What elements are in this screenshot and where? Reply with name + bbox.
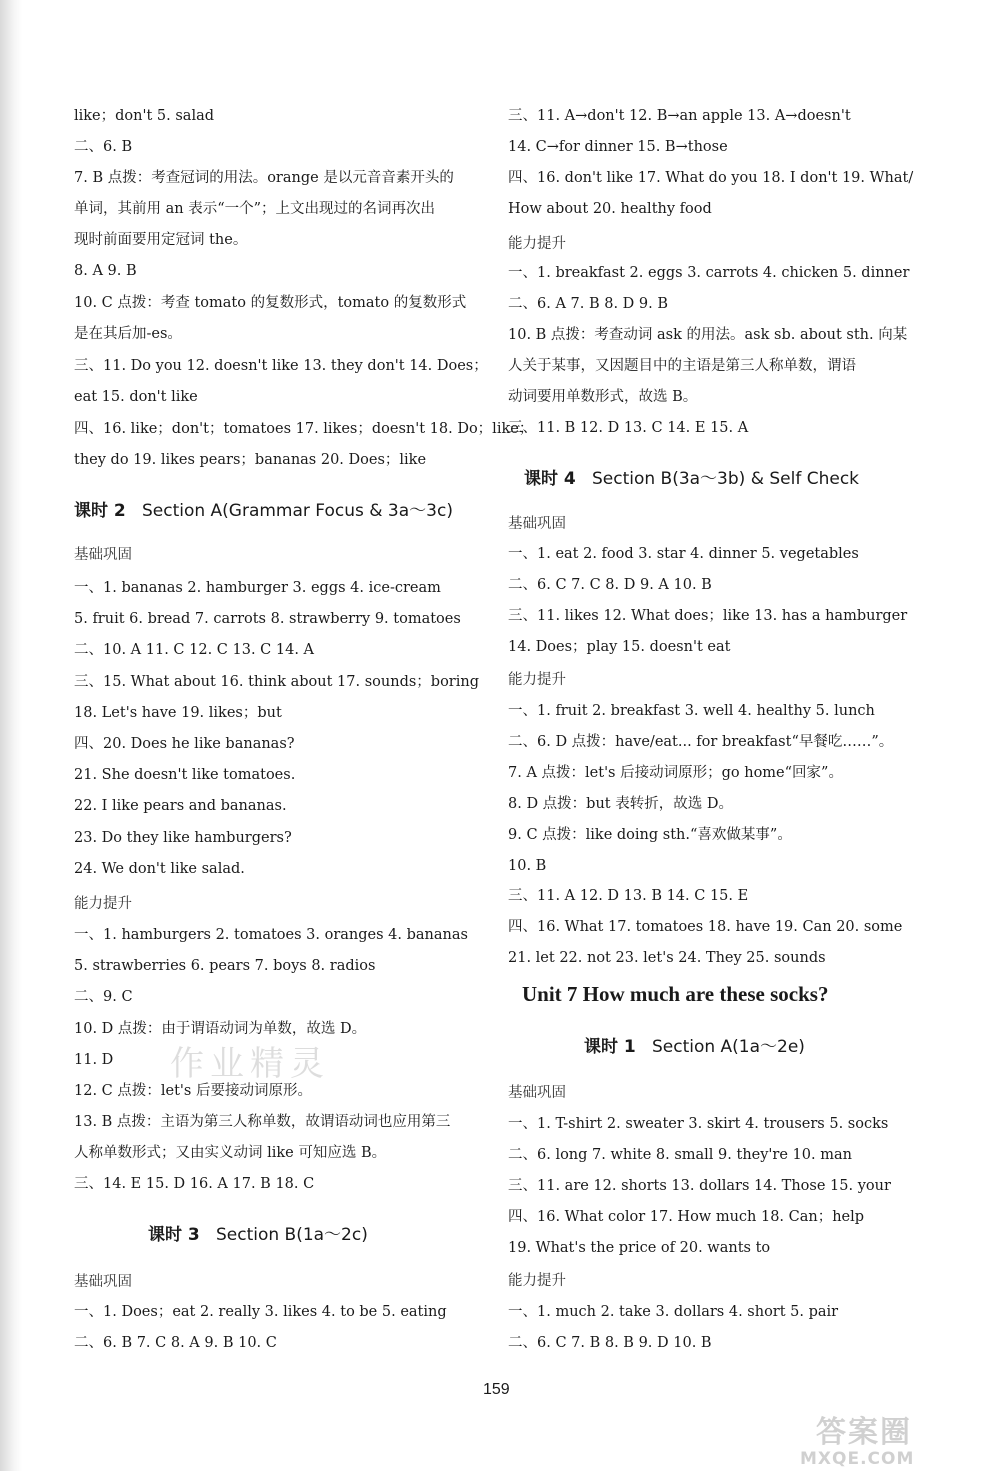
answer-line: 一、1. hamburgers 2. tomatoes 3. oranges 4. bananas bbox=[74, 927, 468, 943]
answer-line: 三、11. B 12. D 13. C 14. E 15. A bbox=[508, 420, 749, 436]
lesson-heading-title: Section A(Grammar Focus & 3a～3c) bbox=[141, 501, 453, 521]
answer-line: 一、1. fruit 2. breakfast 3. well 4. healthy 5. lunch bbox=[508, 703, 875, 719]
answer-line: 二、6. long 7. white 8. small 9. they're 10. man bbox=[508, 1147, 852, 1163]
site-watermark-logo bbox=[798, 1405, 998, 1471]
answer-line: 二、6. C 7. B 8. B 9. D 10. B bbox=[508, 1335, 712, 1351]
answer-line: 14. Does；play 15. doesn't eat bbox=[508, 639, 731, 655]
answer-line: 二、6. C 7. C 8. D 9. A 10. B bbox=[508, 577, 712, 593]
answer-line: 单词，其前用 an 表示“一个”；上文出现过的名词再次出 bbox=[74, 201, 436, 217]
answer-line: 21. She doesn't like tomatoes. bbox=[74, 767, 296, 783]
answer-line: 三、15. What about 16. think about 17. sounds；boring bbox=[74, 674, 480, 690]
lesson-heading-title: Section A(1a～2e) bbox=[651, 1037, 805, 1057]
answer-line: 三、11. A→don't 12. B→an apple 13. A→doesn't bbox=[508, 108, 851, 124]
answer-line: 二、9. C bbox=[74, 989, 133, 1005]
answer-line: 三、11. likes 12. What does；like 13. has a hamburger bbox=[508, 608, 908, 624]
answer-line: 10. B bbox=[508, 858, 547, 874]
answer-line: 11. D bbox=[74, 1052, 114, 1068]
answer-line: 一、1. breakfast 2. eggs 3. carrots 4. chicken 5. dinner bbox=[508, 265, 910, 281]
answer-line: 动词要用单数形式，故选 B。 bbox=[508, 389, 698, 405]
answer-line: 一、1. T-shirt 2. sweater 3. skirt 4. trousers 5. socks bbox=[508, 1116, 889, 1132]
answer-line: 四、20. Does he like bananas? bbox=[74, 736, 295, 752]
answer-line: 四、16. like；don't；tomatoes 17. likes；doesn't 18. Do；like； bbox=[74, 421, 534, 437]
section-label-basic: 基础巩固 bbox=[508, 1085, 566, 1101]
answer-line: 四、16. What 17. tomatoes 18. have 19. Can 20. some bbox=[508, 919, 903, 935]
lesson-heading bbox=[584, 1032, 805, 1057]
answer-line: 10. B 点拨：考查动词 ask 的用法。ask sb. about sth. 向某 bbox=[508, 327, 908, 343]
answer-line: 三、14. E 15. D 16. A 17. B 18. C bbox=[74, 1176, 315, 1192]
answer-line: 三、11. are 12. shorts 13. dollars 14. Those 15. your bbox=[508, 1178, 891, 1194]
lesson-heading bbox=[524, 464, 859, 489]
answer-line: 三、11. A 12. D 13. B 14. C 15. E bbox=[508, 888, 749, 904]
answer-line: 是在其后加-es。 bbox=[74, 326, 182, 342]
answer-line: 9. C 点拨：like doing sth.“喜欢做某事”。 bbox=[508, 827, 792, 843]
answer-line: like；don't 5. salad bbox=[74, 108, 215, 124]
section-label-ability: 能力提升 bbox=[74, 896, 132, 912]
answer-line: 一、1. much 2. take 3. dollars 4. short 5. pair bbox=[508, 1304, 839, 1320]
answer-line: 三、11. Do you 12. doesn't like 13. they don't 14. Does； bbox=[74, 358, 488, 374]
answer-line: 二、6. B bbox=[74, 139, 133, 155]
answer-line: 四、16. don't like 17. What do you 18. I don't 19. What/ bbox=[508, 170, 914, 186]
answer-line: 人称单数形式；又由实义动词 like 可知应选 B。 bbox=[74, 1145, 387, 1161]
section-label-ability: 能力提升 bbox=[508, 1273, 566, 1289]
answer-line: 一、1. Does；eat 2. really 3. likes 4. to be 5. eating bbox=[74, 1304, 447, 1320]
lesson-heading bbox=[148, 1220, 368, 1245]
answer-line: 二、6. D 点拨：have/eat... for breakfast“早餐吃……”。 bbox=[508, 734, 894, 750]
lesson-heading-prefix: 课时 2 bbox=[74, 501, 126, 521]
answer-line: 10. D 点拨：由于谓语动词为单数，故选 D。 bbox=[74, 1021, 367, 1037]
lesson-heading-prefix: 课时 3 bbox=[148, 1225, 200, 1245]
answer-line: 10. C 点拨：考查 tomato 的复数形式，tomato 的复数形式 bbox=[74, 295, 467, 311]
lesson-heading-title: Section B(3a～3b) & Self Check bbox=[591, 469, 860, 489]
section-label-basic: 基础巩固 bbox=[508, 516, 566, 532]
answer-line: 四、16. What color 17. How much 18. Can；help bbox=[508, 1209, 865, 1225]
answer-line: eat 15. don't like bbox=[74, 389, 198, 405]
section-label-basic: 基础巩固 bbox=[74, 1274, 132, 1290]
answer-line: 21. let 22. not 23. let's 24. They 25. sounds bbox=[508, 950, 826, 966]
lesson-heading-prefix: 课时 1 bbox=[584, 1037, 636, 1057]
section-label-ability: 能力提升 bbox=[508, 672, 566, 688]
section-label-ability: 能力提升 bbox=[508, 236, 566, 252]
answer-line: 13. B 点拨：主语为第三人称单数，故谓语动词也应用第三 bbox=[74, 1114, 451, 1130]
answer-line: 7. B 点拨：考查冠词的用法。orange 是以元音音素开头的 bbox=[74, 170, 454, 186]
answer-line: 8. A 9. B bbox=[74, 263, 137, 279]
lesson-heading-title: Section B(1a～2c) bbox=[215, 1225, 368, 1245]
faint-stamp-watermark: 作业精灵 bbox=[170, 1044, 330, 1084]
answer-line: 8. D 点拨：but 表转折，故选 D。 bbox=[508, 796, 733, 812]
lesson-heading-prefix: 课时 4 bbox=[524, 469, 576, 489]
answer-line: 18. Let's have 19. likes；but bbox=[74, 705, 282, 721]
section-label-basic: 基础巩固 bbox=[74, 547, 132, 563]
answer-line: 人关于某事，又因题目中的主语是第三人称单数，谓语 bbox=[508, 358, 856, 374]
answer-line: 二、6. B 7. C 8. A 9. B 10. C bbox=[74, 1335, 277, 1351]
answer-line: 二、10. A 11. C 12. C 13. C 14. A bbox=[74, 642, 315, 658]
answer-line: 现时前面要用定冠词 the。 bbox=[74, 232, 248, 248]
lesson-heading bbox=[74, 496, 453, 521]
answer-line: they do 19. likes pears；bananas 20. Does；like bbox=[74, 452, 427, 468]
page-edge-shadow bbox=[0, 0, 22, 1471]
answer-line: 一、1. eat 2. food 3. star 4. dinner 5. vegetables bbox=[508, 546, 859, 562]
answer-line: 19. What's the price of 20. wants to bbox=[508, 1240, 771, 1256]
answer-line: 二、6. A 7. B 8. D 9. B bbox=[508, 296, 669, 312]
answer-line: 一、1. bananas 2. hamburger 3. eggs 4. ice-cream bbox=[74, 580, 441, 596]
answer-line: How about 20. healthy food bbox=[508, 201, 712, 217]
page-number: 159 bbox=[483, 1381, 510, 1398]
answer-line: 22. I like pears and bananas. bbox=[74, 798, 287, 814]
unit-title: Unit 7 How much are these socks? bbox=[522, 982, 829, 1006]
answer-line: 23. Do they like hamburgers? bbox=[74, 830, 292, 846]
answer-line: 5. fruit 6. bread 7. carrots 8. strawberry 9. tomatoes bbox=[74, 611, 461, 627]
answer-line: 24. We don't like salad. bbox=[74, 861, 245, 877]
answer-line: 14. C→for dinner 15. B→those bbox=[508, 139, 728, 155]
watermark-line2: MXQE.COM bbox=[800, 1449, 915, 1469]
watermark-line1: 答案圈 bbox=[816, 1415, 912, 1450]
answer-line: 7. A 点拨：let's 后接动词原形；go home“回家”。 bbox=[508, 765, 843, 781]
answer-line: 5. strawberries 6. pears 7. boys 8. radios bbox=[74, 958, 376, 974]
answer-line: 12. C 点拨：let's 后要接动词原形。 bbox=[74, 1083, 312, 1099]
